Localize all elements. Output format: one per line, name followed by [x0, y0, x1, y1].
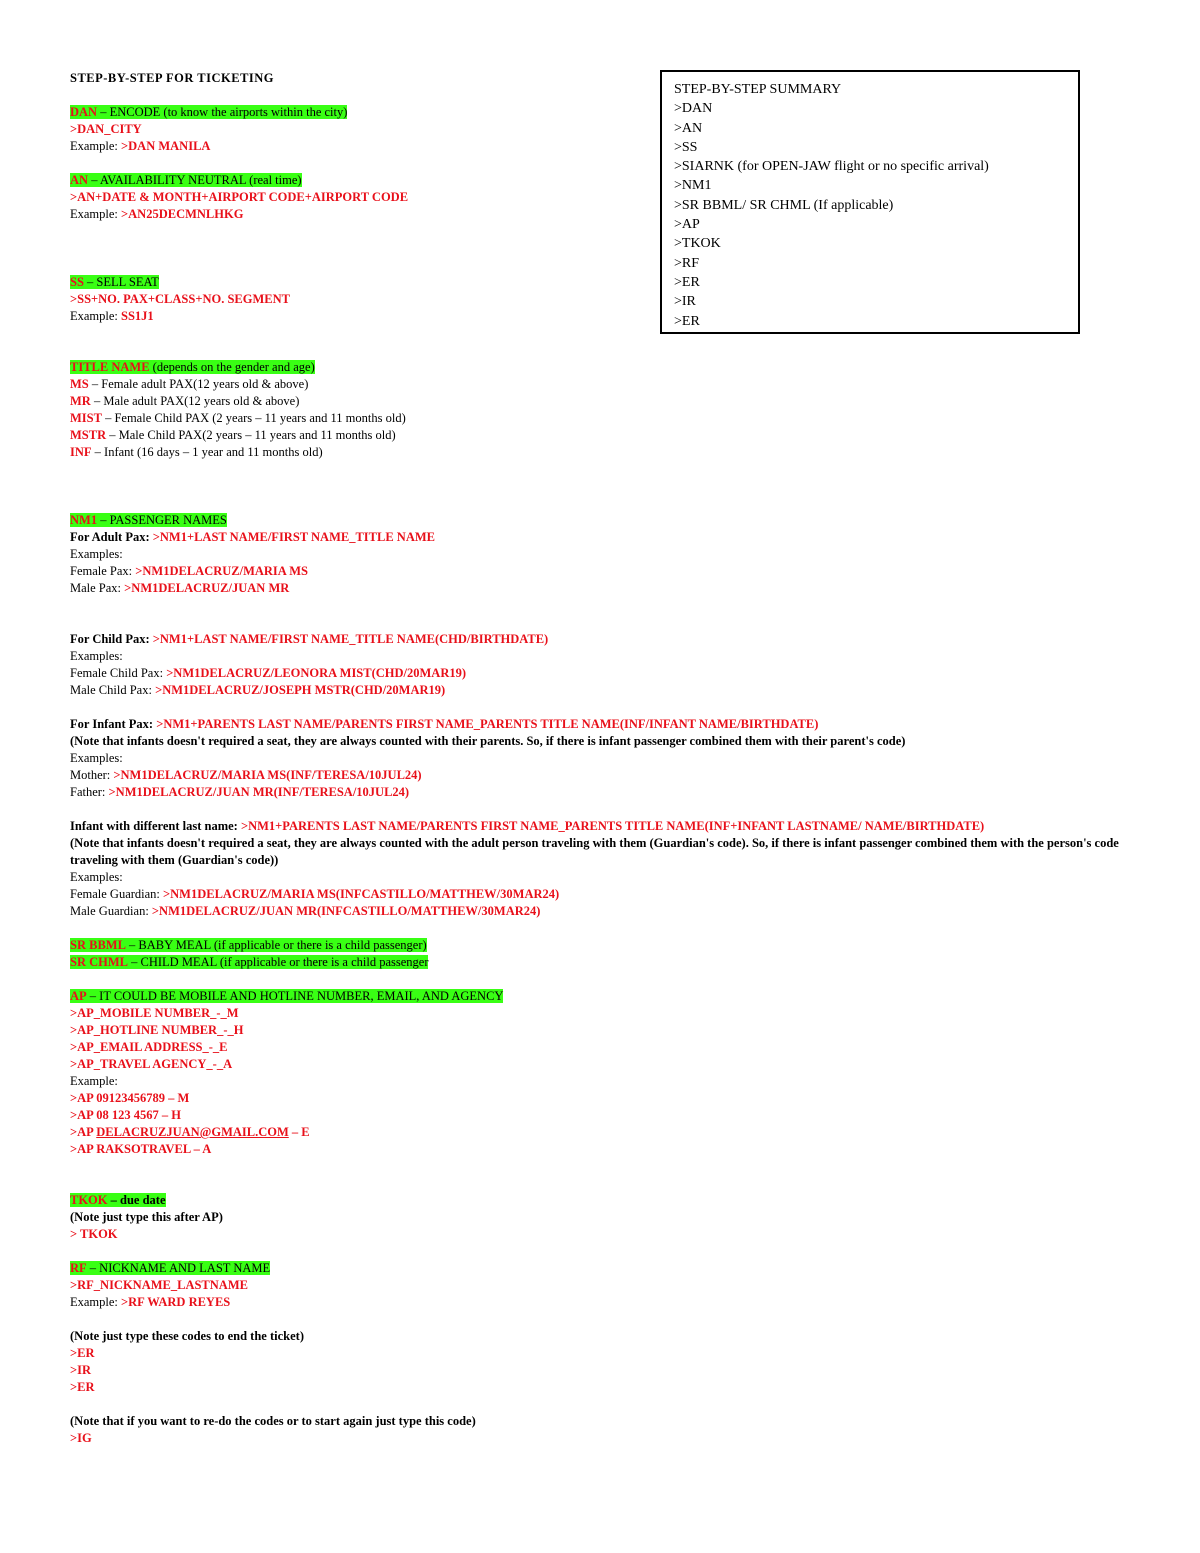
summary-item: >SR BBML/ SR CHML (If applicable) [674, 197, 894, 213]
summary-item: >TKOK [674, 236, 721, 252]
nm1-diff-format [70, 818, 1130, 835]
nm1-infant-format [70, 716, 1130, 733]
ap-example-hotline: >AP 08 123 4567 – H [70, 1108, 181, 1122]
value: >NM1DELACRUZ/MARIA MS(INF/TERESA/10JUL24) [113, 768, 422, 782]
ap-code: AP [70, 989, 87, 1003]
title-desc: – Male adult PAX(12 years old & above) [90, 394, 300, 408]
ss-example [70, 308, 1130, 325]
title-row [70, 410, 1130, 427]
nm1-adult-male [70, 580, 1130, 597]
redo-code: >IG [70, 1431, 92, 1445]
sr-chml-code: SR CHML [70, 955, 128, 969]
document-title: STEP-BY-STEP FOR TICKETING [70, 71, 275, 85]
nm1-diff-female [70, 886, 1130, 903]
ss-code: SS [70, 275, 84, 289]
nm1-infant-note: (Note that infants doesn't required a seat, they are always counted with their parents. So, if there is infant passenger combined them with their parent's code) [70, 734, 906, 748]
examples-label: Examples: [70, 751, 123, 765]
label: Male Child Pax: [70, 683, 156, 697]
rf-format: >RF_NICKNAME_LASTNAME [70, 1278, 248, 1292]
example-value: SS1J1 [121, 309, 154, 323]
ap-format: >AP_TRAVEL AGENCY_-_A [70, 1057, 233, 1071]
nm1-child-female [70, 665, 1130, 682]
ss-desc: – SELL SEAT [83, 275, 159, 289]
value: >NM1DELACRUZ/MARIA MS(INFCASTILLO/MATTHEW/30MAR24) [163, 887, 560, 901]
title-code: INF [70, 445, 92, 459]
email-link[interactable]: DELACRUZJUAN@GMAIL.COM [96, 1125, 289, 1139]
title-row [70, 393, 1130, 410]
value: >NM1DELACRUZ/JOSEPH MSTR(CHD/20MAR19) [155, 683, 446, 697]
dan-heading [70, 104, 1130, 121]
end-code: >ER [70, 1346, 95, 1360]
title-code: MIST [70, 411, 102, 425]
sr-bbml-desc: – BABY MEAL (if applicable or there is a child passenger) [125, 938, 427, 952]
end-note: (Note just type these codes to end the ticket) [70, 1329, 304, 1343]
example-value: >AN25DECMNLHKG [121, 207, 244, 221]
summary-item: >IR [674, 294, 696, 310]
rf-desc: – NICKNAME AND LAST NAME [86, 1261, 271, 1275]
tkok-heading [70, 1192, 1130, 1209]
example-label: Example: [70, 207, 122, 221]
ap-example-agency: >AP RAKSOTRAVEL – A [70, 1142, 212, 1156]
ap-desc: – IT COULD BE MOBILE AND HOTLINE NUMBER, EMAIL, AND AGENCY [86, 989, 504, 1003]
sr-chml-desc: – CHILD MEAL (if applicable or there is a child passenger [128, 955, 429, 969]
label: For Adult Pax: [70, 530, 153, 544]
example-value: >RF WARD REYES [121, 1295, 231, 1309]
title-row [70, 444, 1130, 461]
summary-item: >RF [674, 255, 700, 271]
nm1-heading [70, 512, 1130, 529]
value: >NM1DELACRUZ/JUAN MR [124, 581, 290, 595]
label: Male Guardian: [70, 904, 152, 918]
summary-item: >SIARNK (for OPEN-JAW flight or no specific arrival) [674, 159, 989, 175]
dan-code: DAN [70, 105, 98, 119]
ss-format: >SS+NO. PAX+CLASS+NO. SEGMENT [70, 292, 290, 306]
summary-item: >NM1 [674, 178, 712, 194]
ap-format: >AP_MOBILE NUMBER_-_M [70, 1006, 239, 1020]
sr-bbml-code: SR BBML [70, 938, 126, 952]
title-desc: – Male Child PAX(2 years – 11 years and 11 months old) [106, 428, 396, 442]
format: >NM1+PARENTS LAST NAME/PARENTS FIRST NAME_PARENTS TITLE NAME(INF/INFANT NAME/BIRTHDATE) [156, 717, 819, 731]
suffix: – E [288, 1125, 310, 1139]
ap-format: >AP_HOTLINE NUMBER_-_H [70, 1023, 244, 1037]
end-code: >ER [70, 1380, 95, 1394]
label: Father: [70, 785, 109, 799]
nm1-diff-male [70, 903, 1130, 920]
nm1-infant-father [70, 784, 1130, 801]
value: >NM1DELACRUZ/JUAN MR(INFCASTILLO/MATTHEW/30MAR24) [151, 904, 541, 918]
nm1-infant-mother [70, 767, 1130, 784]
value: >NM1DELACRUZ/JUAN MR(INF/TERESA/10JUL24) [108, 785, 410, 799]
an-code: AN [70, 173, 89, 187]
prefix: >AP [70, 1125, 97, 1139]
title-name-code: TITLE NAME [70, 360, 150, 374]
format: >NM1+LAST NAME/FIRST NAME_TITLE NAME [152, 530, 435, 544]
summary-item: >AP [674, 217, 700, 233]
rf-heading [70, 1260, 1130, 1277]
value: >NM1DELACRUZ/LEONORA MIST(CHD/20MAR19) [166, 666, 467, 680]
ap-format: >AP_EMAIL ADDRESS_-_E [70, 1040, 228, 1054]
nm1-diff-note: (Note that infants doesn't required a seat, they are always counted with the adult person traveling with them (Guardian's code). So, if there is infant passenger combined them with the person's code traveling with them (Guardian's code)) [70, 836, 1119, 867]
tkok-note: (Note just type this after AP) [70, 1210, 223, 1224]
dan-desc: – ENCODE (to know the airports within the city) [97, 105, 348, 119]
rf-code: RF [70, 1261, 87, 1275]
ss-heading [70, 274, 1130, 291]
title-desc: – Female Child PAX (2 years – 11 years and 11 months old) [101, 411, 406, 425]
label: Infant with different last name: [70, 819, 241, 833]
title-row [70, 427, 1130, 444]
sr-chml [70, 954, 1130, 971]
an-desc: – AVAILABILITY NEUTRAL (real time) [88, 173, 302, 187]
example-label: Example: [70, 309, 122, 323]
format: >NM1+LAST NAME/FIRST NAME_TITLE NAME(CHD/BIRTHDATE) [152, 632, 549, 646]
summary-heading: STEP-BY-STEP SUMMARY [674, 82, 842, 97]
summary-item: >ER [674, 274, 700, 290]
ap-example-email [70, 1124, 1130, 1141]
rf-example [70, 1294, 1130, 1311]
nm1-adult-female [70, 563, 1130, 580]
example-label: Example: [70, 139, 122, 153]
summary-item: >SS [674, 139, 698, 155]
label: Mother: [70, 768, 114, 782]
label: Male Pax: [70, 581, 125, 595]
an-heading [70, 172, 1130, 189]
title-row [70, 376, 1130, 393]
nm1-child-male [70, 682, 1130, 699]
an-format: >AN+DATE & MONTH+AIRPORT CODE+AIRPORT CODE [70, 190, 409, 204]
example-value: >DAN MANILA [121, 139, 211, 153]
nm1-code: NM1 [70, 513, 98, 527]
title-code: MS [70, 377, 89, 391]
ap-heading [70, 988, 1130, 1005]
label: Female Guardian: [70, 887, 164, 901]
examples-label: Examples: [70, 870, 123, 884]
value: >NM1DELACRUZ/MARIA MS [135, 564, 309, 578]
title-code: MR [70, 394, 91, 408]
dan-example [70, 138, 1130, 155]
redo-note: (Note that if you want to re-do the codes or to start again just type this code) [70, 1414, 476, 1428]
sr-bbml [70, 937, 1130, 954]
tkok-code: TKOK [70, 1193, 108, 1207]
title-code: MSTR [70, 428, 107, 442]
title-name-desc: (depends on the gender and age) [149, 360, 315, 374]
an-example [70, 206, 1130, 223]
end-code: >IR [70, 1363, 92, 1377]
label: For Infant Pax: [70, 717, 157, 731]
title-desc: – Female adult PAX(12 years old & above) [88, 377, 309, 391]
examples-label: Examples: [70, 649, 123, 663]
examples-label: Examples: [70, 547, 123, 561]
nm1-child-format [70, 631, 1130, 648]
summary-item: >DAN [674, 101, 713, 117]
document-body [70, 70, 1130, 1447]
summary-item: >ER [674, 313, 700, 329]
format: >NM1+PARENTS LAST NAME/PARENTS FIRST NAME_PARENTS TITLE NAME(INF+INFANT LASTNAME/ NAME/BIRTHDATE) [240, 819, 985, 833]
example-label: Example: [70, 1074, 118, 1088]
title-desc: – Infant (16 days – 1 year and 11 months old) [91, 445, 323, 459]
label: Female Child Pax: [70, 666, 167, 680]
label: For Child Pax: [70, 632, 153, 646]
title-name-heading [70, 359, 1130, 376]
tkok-command: > TKOK [70, 1227, 118, 1241]
tkok-desc: – due date [107, 1193, 166, 1207]
nm1-adult-format [70, 529, 1130, 546]
nm1-desc: – PASSENGER NAMES [97, 513, 227, 527]
label: Female Pax: [70, 564, 136, 578]
dan-format: >DAN_CITY [70, 122, 142, 136]
ap-example-mobile: >AP 09123456789 – M [70, 1091, 190, 1105]
summary-item: >AN [674, 120, 703, 136]
example-label: Example: [70, 1295, 122, 1309]
